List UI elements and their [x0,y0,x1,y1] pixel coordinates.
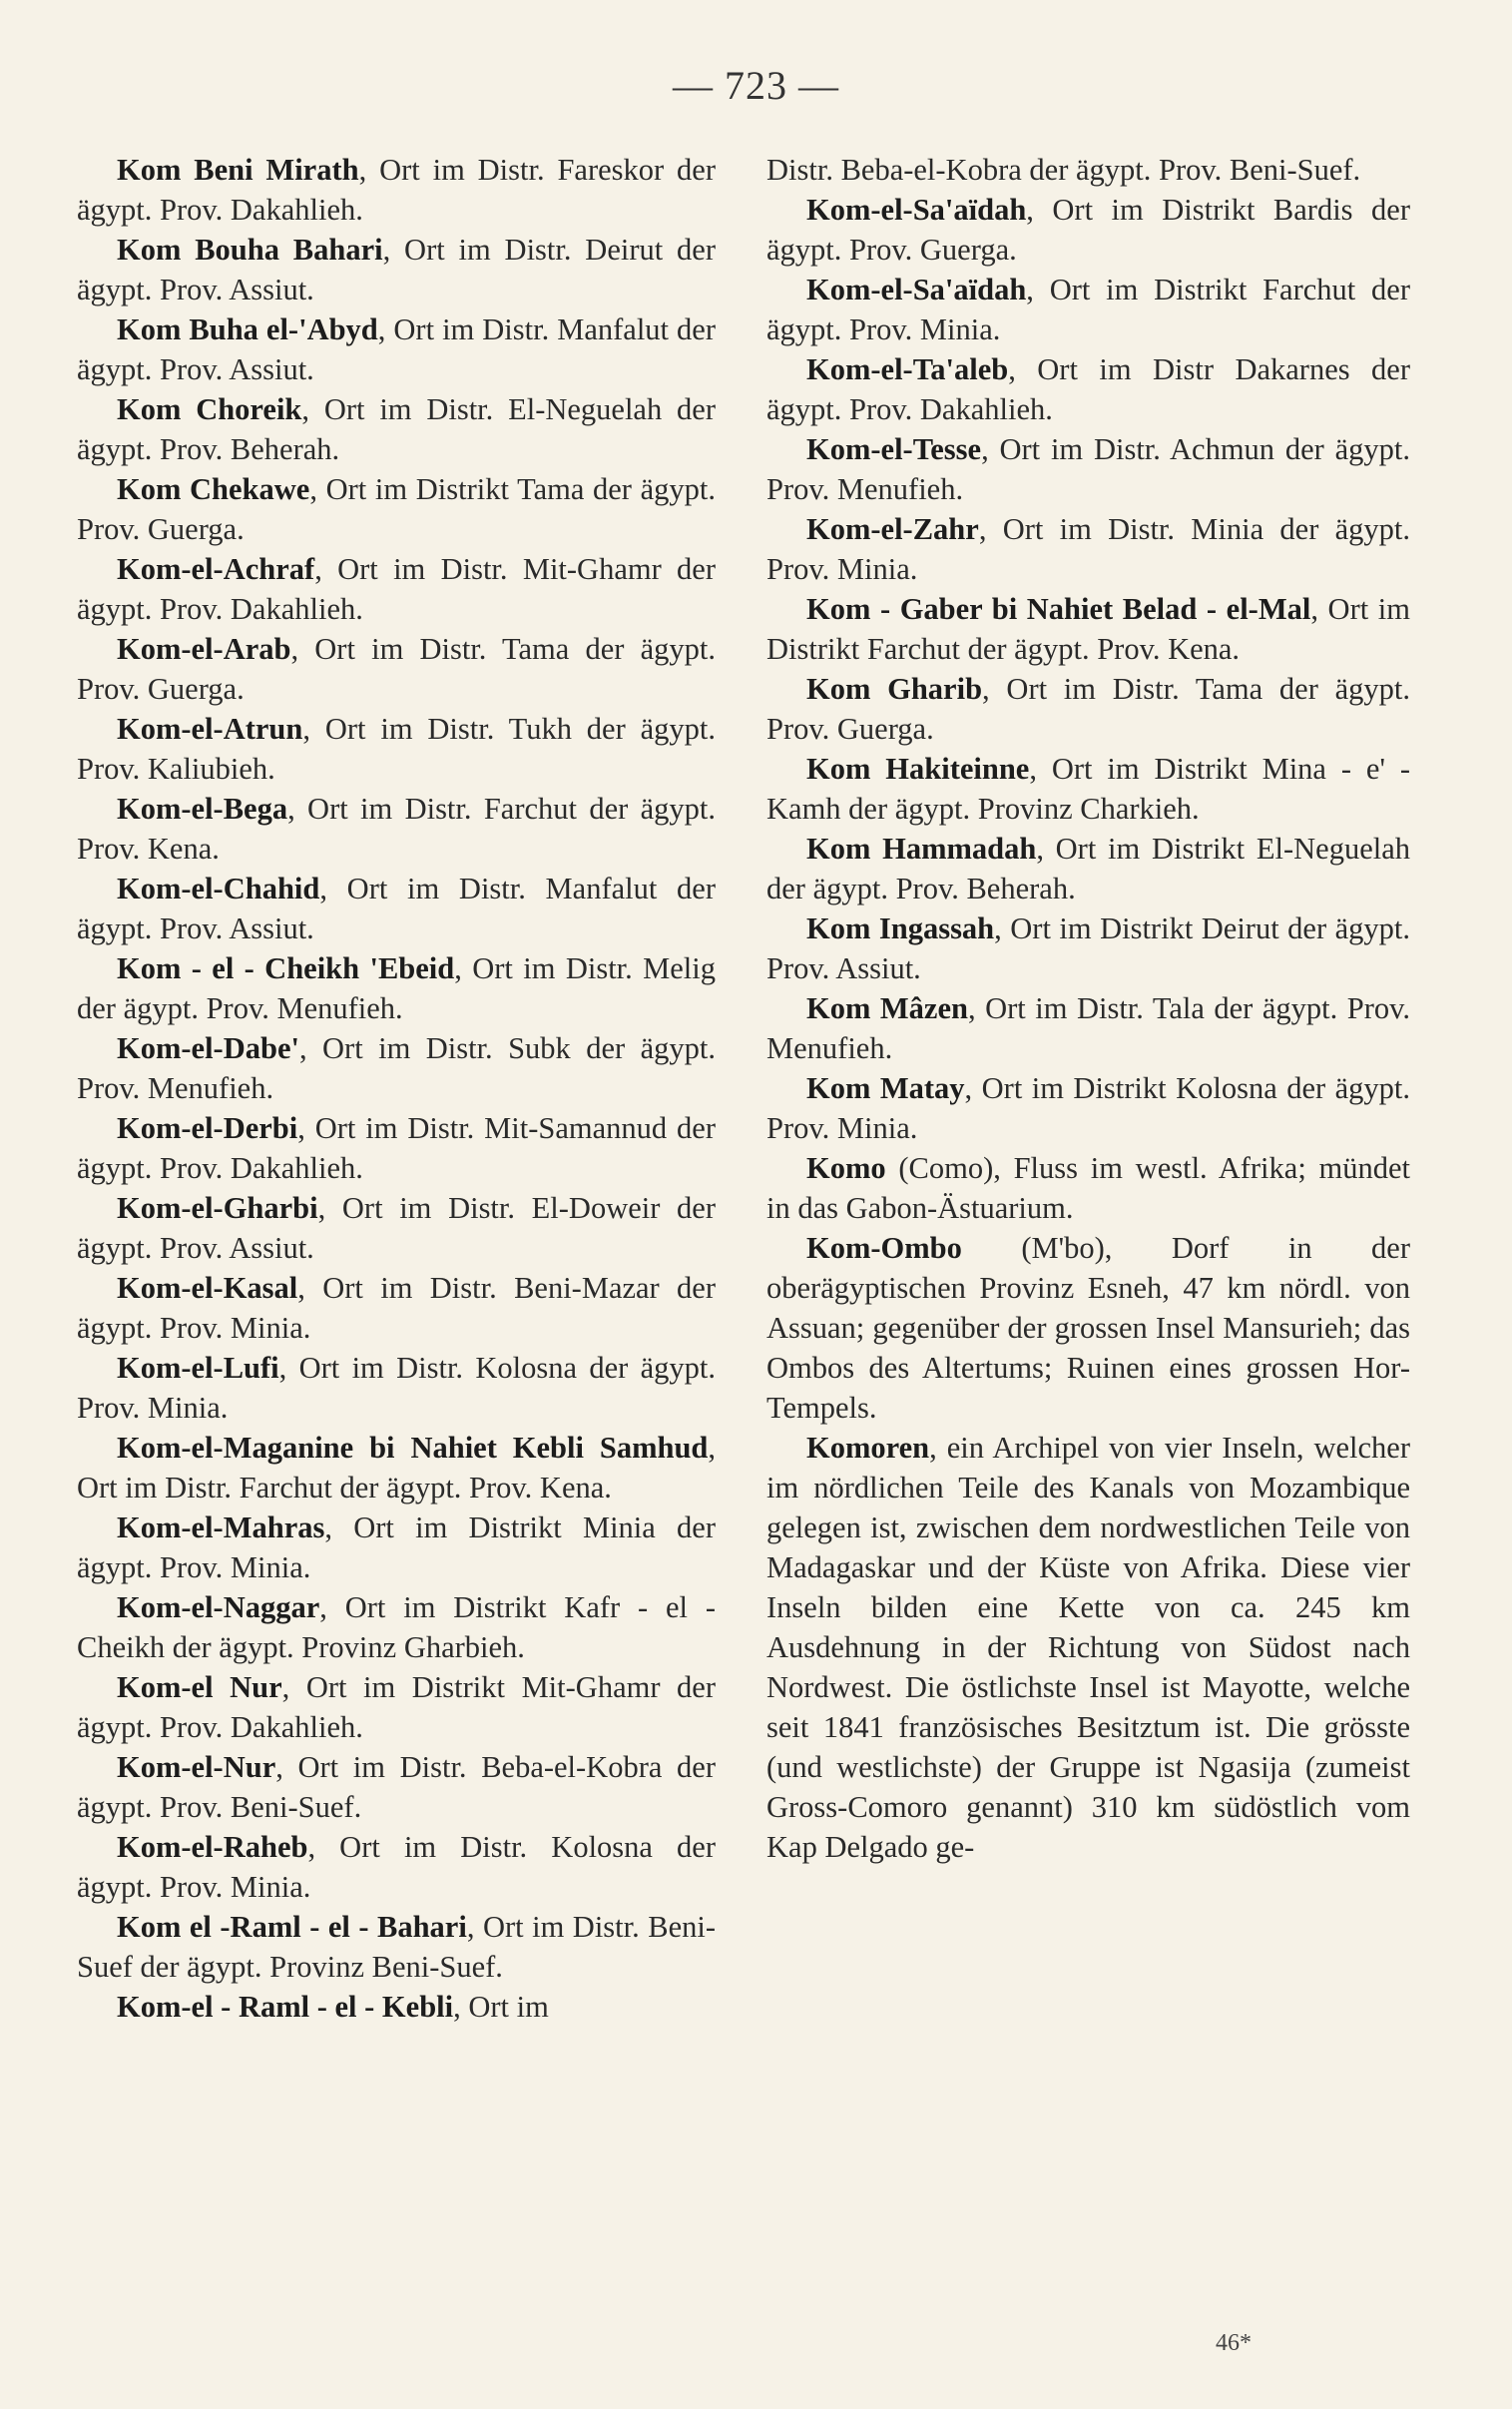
entry-term: Kom Mâzen [806,991,968,1025]
entry-term: Kom Bouha Bahari [117,233,383,267]
dictionary-entry [766,429,1410,509]
entry-text: , Ort im [453,1990,549,2024]
entry-text: , Ort im Distrikt El-Neguelah der ägypt. Prov. Beherah. [766,832,1410,905]
dictionary-entry [77,230,716,309]
dictionary-entry [77,150,716,230]
entry-text: , Ort im Distr. Deirut der ägypt. Prov. Assiut. [77,233,716,306]
dictionary-entry [77,1827,716,1907]
dictionary-entry [77,709,716,789]
entry-term: Komo [806,1151,886,1185]
entry-term: Kom-el-Lufi [117,1351,279,1385]
entry-term: Kom-el-Mahras [117,1510,325,1544]
dictionary-entry [77,309,716,389]
entry-text: , Ort im Distr. Farchut der ägypt. Prov. Kena. [77,792,716,866]
entry-text: , Ort im Distrikt Minia der ägypt. Prov. Minia. [77,1510,716,1584]
entry-text: , Ort im Distr. Manfalut der ägypt. Prov. Assiut. [77,872,716,945]
entry-term: Kom-el-Sa'aïdah [806,273,1027,306]
entry-text: , ein Archipel von vier Inseln, welcher im nördlichen Teile des Kanals von Mozambique gelegen ist, zwischen dem nordwestlichen Teile von Madagaskar und der Küste von Afrika. Diese vier Inseln bilden eine Kette von ca. 245 km Ausdehnung in der Richtung von Südost nach Nordwest. Die östlichste Insel ist Mayotte, welche seit 1841 französisches Besitztum ist. Die grösste (und westlichste) der Gruppe ist Ngasija (zumeist Gross-Comoro genannt) 310 km südöstlich vom Kap Delgado ge- [766,1431,1410,1864]
entry-term: Kom-el-Raheb [117,1830,308,1864]
entry-text: , Ort im Distr. Tama der ägypt. Prov. Guerga. [766,672,1410,746]
dictionary-entry [766,669,1410,749]
dictionary-entry [77,1108,716,1188]
entry-text: , Ort im Distr. Tukh der ägypt. Prov. Kaliubieh. [77,712,716,786]
entry-term: Kom - el - Cheikh 'Ebeid [117,951,455,985]
dictionary-entry [77,1348,716,1428]
entry-term: Kom-el-Achraf [117,552,315,586]
dictionary-entry [766,749,1410,829]
dictionary-entry [77,1667,716,1747]
entry-text: , Ort im Distr. Tama der ägypt. Prov. Guerga. [77,632,716,706]
entry-text: , Ort im Distr. Fareskor der ägypt. Prov. Dakahlieh. [77,153,716,227]
entry-text: , Ort im Distrikt Farchut der ägypt. Prov. Minia. [766,273,1410,346]
entry-term: Kom-Ombo [806,1231,962,1265]
entry-text: , Ort im Distr. Beni-Suef der ägypt. Provinz Beni-Suef. [77,1910,716,1984]
entry-text: , Ort im Distr. Beni-Mazar der ägypt. Prov. Minia. [77,1271,716,1345]
entry-text: , Ort im Distr. Kolosna der ägypt. Prov. Minia. [77,1351,716,1425]
dictionary-entry [766,1068,1410,1148]
entry-term: Kom Buha el-'Abyd [117,312,378,346]
entry-term: Kom-el-Gharbi [117,1191,318,1225]
entry-term: Kom Hakiteinne [806,752,1030,786]
entry-term: Kom-el-Arab [117,632,291,666]
entry-term: Kom Ingassah [806,911,995,945]
dictionary-entry [77,469,716,549]
printer-signature: 46* [1216,2330,1252,2356]
entry-term: Kom-el-Tesse [806,432,982,466]
dictionary-entry [766,509,1410,589]
dictionary-entry [77,389,716,469]
dictionary-entry [77,1507,716,1587]
entry-text: , Ort im Distrikt Farchut der ägypt. Prov. Kena. [766,592,1410,666]
entry-text: , Ort im Distr. El-Doweir der ägypt. Prov. Assiut. [77,1191,716,1265]
entry-text: , Ort im Distr. Tala der ägypt. Prov. Menufieh. [766,991,1410,1065]
entry-text: , Ort im Distr. Mit-Samannud der ägypt. Prov. Dakahlieh. [77,1111,716,1185]
entry-term: Kom-el-Nur [117,1750,276,1784]
dictionary-entry [77,1587,716,1667]
dictionary-entry [77,948,716,1028]
dictionary-entry [77,1268,716,1348]
entry-text: , Ort im Distrikt Deirut der ägypt. Prov. Assiut. [766,911,1410,985]
dictionary-entry [766,589,1410,669]
entry-term: Kom-el-Zahr [806,512,979,546]
dictionary-entry [766,908,1410,988]
entry-term: Kom-el-Maganine bi Nahiet Kebli Samhud [117,1431,709,1465]
entry-text: , Ort im Distr. Beba-el-Kobra der ägypt. Prov. Beni-Suef. [77,1750,716,1824]
dictionary-entry [77,1188,716,1268]
dictionary-entry [77,629,716,709]
entry-term: Kom Choreik [117,392,302,426]
right-column [766,150,1410,1867]
entry-term: Komoren [806,1431,930,1465]
entry-text: Distr. Beba-el-Kobra der ägypt. Prov. Beni-Suef. [766,153,1361,187]
entry-term: Kom-el-Atrun [117,712,303,746]
dictionary-entry [77,789,716,869]
entry-term: Kom-el-Chahid [117,872,320,905]
dictionary-entry [766,270,1410,349]
dictionary-entry [766,1428,1410,1867]
entry-term: Kom-el-Dabe' [117,1031,299,1065]
left-column [77,150,716,2027]
dictionary-entry [766,190,1410,270]
dictionary-entry [766,829,1410,908]
entry-text: , Ort im Distr. Minia der ägypt. Prov. Minia. [766,512,1410,586]
entry-term: Kom-el - Raml - el - Kebli [117,1990,454,2024]
entry-text: , Ort im Distr. Achmun der ägypt. Prov. Menufieh. [766,432,1410,506]
dictionary-entry [77,1428,716,1507]
dictionary-entry [77,1907,716,1987]
entry-term: Kom-el-Kasal [117,1271,298,1305]
dictionary-entry [77,869,716,948]
dictionary-entry [766,150,1410,190]
entry-term: Kom el -Raml - el - Bahari [117,1910,467,1944]
dictionary-entry [77,1987,716,2027]
entry-text: , Ort im Distr. Subk der ägypt. Prov. Menufieh. [77,1031,716,1105]
dictionary-entry [766,1148,1410,1228]
page-number: — 723 — [673,63,839,108]
entry-term: Kom-el-Sa'aïdah [806,193,1027,227]
entry-term: Kom-el Nur [117,1670,282,1704]
dictionary-entry [766,1228,1410,1428]
entry-text: , Ort im Distr. Melig der ägypt. Prov. Menufieh. [77,951,716,1025]
entry-text: , Ort im Distrikt Kafr - el - Cheikh der ägypt. Provinz Gharbieh. [77,1590,716,1664]
entry-text: (Como), Fluss im westl. Afrika; mündet in das Gabon-Ästuarium. [766,1151,1410,1225]
entry-term: Kom-el-Bega [117,792,288,826]
entry-text: , Ort im Distr. Mit-Ghamr der ägypt. Prov. Dakahlieh. [77,552,716,626]
entry-text: , Ort im Distr. Kolosna der ägypt. Prov. Minia. [77,1830,716,1904]
entry-text: , Ort im Distrikt Tama der ägypt. Prov. Guerga. [77,472,716,546]
entry-term: Kom Beni Mirath [117,153,359,187]
entry-text: , Ort im Distrikt Bardis der ägypt. Prov. Guerga. [766,193,1410,267]
entry-term: Kom Gharib [806,672,983,706]
entry-text: , Ort im Distr. Manfalut der ägypt. Prov. Assiut. [77,312,716,386]
dictionary-entry [77,1747,716,1827]
entry-text: , Ort im Distr. Farchut der ägypt. Prov. Kena. [77,1431,716,1505]
entry-text: , Ort im Distr Dakarnes der ägypt. Prov. Dakahlieh. [766,352,1410,426]
entry-term: Kom-el-Naggar [117,1590,320,1624]
entry-term: Kom-el-Derbi [117,1111,298,1145]
entry-text: , Ort im Distrikt Mit-Ghamr der ägypt. Prov. Dakahlieh. [77,1670,716,1744]
entry-term: Kom - Gaber bi Nahiet Belad - el-Mal [806,592,1311,626]
dictionary-entry [77,549,716,629]
entry-term: Kom-el-Ta'aleb [806,352,1009,386]
dictionary-entry [766,988,1410,1068]
entry-text: (M'bo), Dorf in der oberägyptischen Provinz Esneh, 47 km nördl. von Assuan; gegenüber der grossen Insel Mansurieh; das Ombos des Altertums; Ruinen eines grossen Hor-Tempels. [766,1231,1410,1425]
dictionary-entry [766,349,1410,429]
entry-term: Kom Hammadah [806,832,1037,866]
entry-text: , Ort im Distr. El-Neguelah der ägypt. Prov. Beherah. [77,392,716,466]
entry-text: , Ort im Distrikt Mina - e' - Kamh der ägypt. Provinz Charkieh. [766,752,1411,826]
entry-text: , Ort im Distrikt Kolosna der ägypt. Prov. Minia. [766,1071,1410,1145]
entry-term: Kom Matay [806,1071,965,1105]
entry-term: Kom Chekawe [117,472,310,506]
dictionary-entry [77,1028,716,1108]
